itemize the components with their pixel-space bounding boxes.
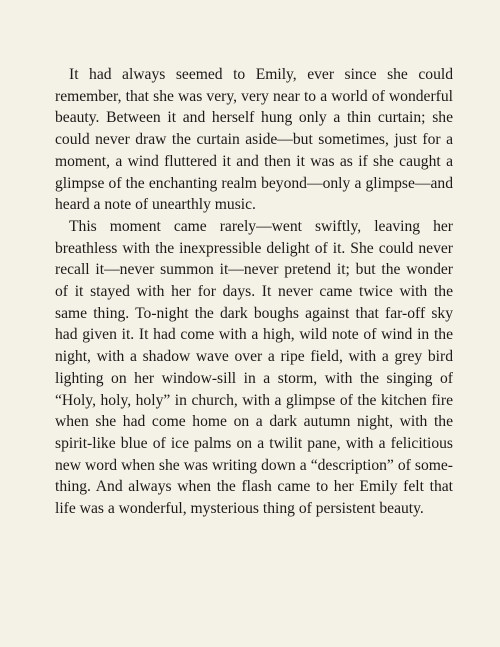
- paragraph-1: It had always seemed to Emily, ever since she could remember, that she was very, very near to a world of wonderful beauty. Between it and herself hung only a thin curtain; she could never draw the curtain aside—but sometimes, just for a moment, a wind fluttered it and then it was as if she caught a glimpse of the enchanting realm beyond—only a glimpse—and heard a note of unearthly music.: [55, 66, 453, 214]
- book-page: [55, 64, 453, 520]
- paragraph-2: This moment came rarely—went swiftly, leaving her breathless with the inexpressible delight of it. She could never recall it—never summon it—never pretend it; but the wonder of it stayed with her for days. It never came twice with the same thing. To-night the dark boughs against that far-off sky had given it. It had come with a high, wild note of wind in the night, with a shadow wave over a ripe field, with a grey bird lighting on her window-sill in a storm, with the singing of “Holy, holy, holy” in church, with a glimpse of the kitchen fire when she had come home on a dark autumn night, with the spirit-like blue of ice palms on a twilit pane, with a felicitious new word when she was writing down a “description” of something. And always when the flash came to her Emily felt that life was a wonderful, mysterious thing of persistent beauty.: [55, 217, 453, 518]
